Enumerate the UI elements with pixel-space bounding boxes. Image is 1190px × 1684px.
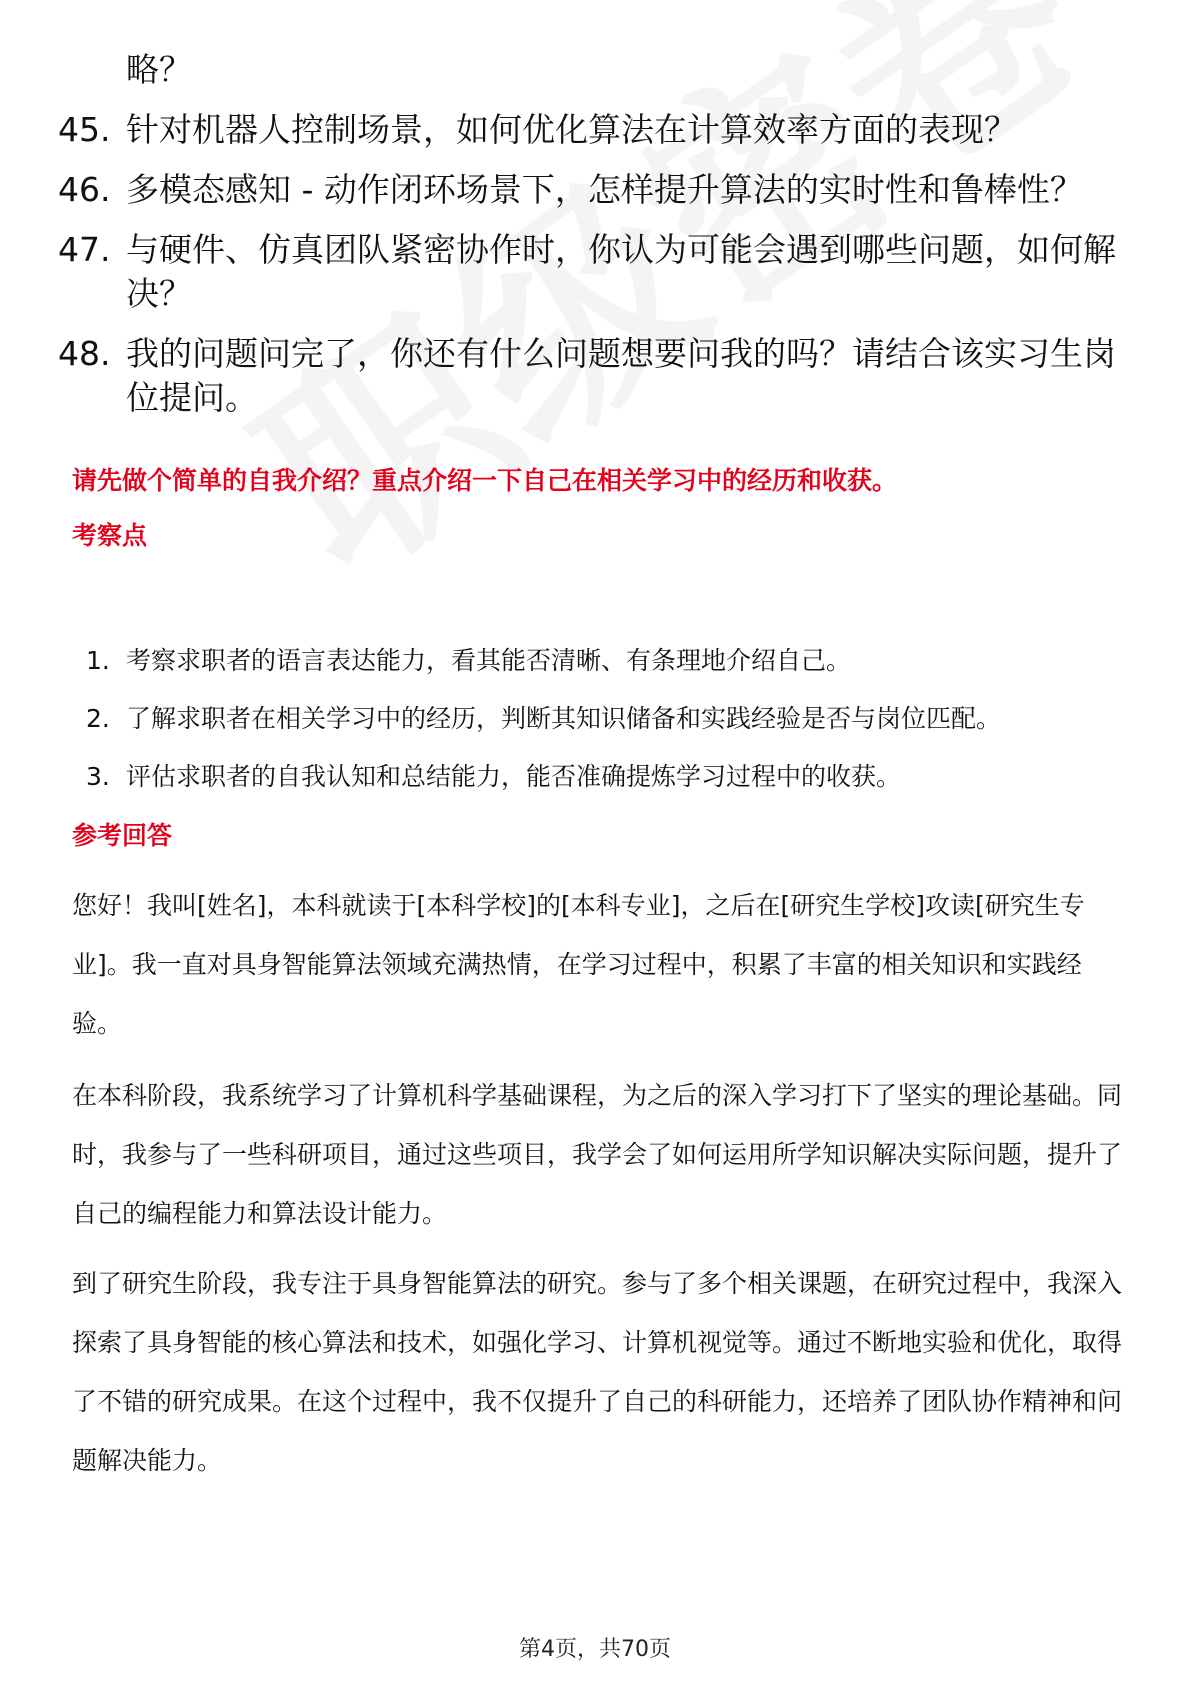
- examine-text: 评估求职者的自我认知和总结能力，能否准确提炼学习过程中的收获。: [126, 762, 902, 791]
- examine-number: 2.: [86, 704, 110, 733]
- examine-text: 了解求职者在相关学习中的经历，判断其知识储备和实践经验是否与岗位匹配。: [126, 704, 1002, 733]
- question-item: [58, 168, 1138, 212]
- question-number: 45.: [58, 110, 111, 149]
- question-number: 48.: [58, 334, 111, 373]
- question-continued: 略？: [126, 50, 192, 89]
- answer-paragraph: 到了研究生阶段，我专注于具身智能算法的研究。参与了多个相关课题，在研究过程中，我深入探索了具身智能的核心算法和技术，如强化学习、计算机视觉等。通过不断地实验和优化，取得了不错的研究成果。在这个过程中，我不仅提升了自己的科研能力，还培养了团队协作精神和问题解决能力。: [72, 1269, 1123, 1475]
- examine-number: 3.: [86, 762, 110, 791]
- main-question: 请先做个简单的自我介绍？重点介绍一下自己在相关学习中的经历和收获。: [72, 466, 898, 495]
- question-text: 多模态感知 - 动作闭环场景下，怎样提升算法的实时性和鲁棒性？: [126, 170, 1083, 209]
- question-item: [58, 228, 1138, 316]
- answer-paragraph: 在本科阶段，我系统学习了计算机科学基础课程，为之后的深入学习打下了坚实的理论基础。同时，我参与了一些科研项目，通过这些项目，我学会了如何运用所学知识解决实际问题，提升了自己的编程能力和算法设计能力。: [72, 1081, 1123, 1228]
- question-item: [58, 108, 1138, 152]
- examine-item: [86, 690, 1126, 748]
- answer-title: 参考回答: [72, 821, 173, 850]
- question-text: 针对机器人控制场景，如何优化算法在计算效率方面的表现？: [126, 110, 1017, 149]
- question-item: [58, 332, 1138, 420]
- examine-text: 考察求职者的语言表达能力，看其能否清晰、有条理地介绍自己。: [126, 646, 852, 675]
- question-number: 47.: [58, 230, 111, 269]
- question-list: [58, 48, 1138, 436]
- question-number: 46.: [58, 170, 111, 209]
- examine-title: 考察点: [72, 521, 148, 550]
- question-text: 与硬件、仿真团队紧密协作时，你认为可能会遇到哪些问题，如何解决？: [126, 230, 1116, 313]
- examine-item: [86, 748, 1126, 806]
- answer-paragraph: 您好！我叫[姓名]，本科就读于[本科学校]的[本科专业]，之后在[研究生学校]攻读[研究生专业]。我一直对具身智能算法领域充满热情，在学习过程中，积累了丰富的相关知识和实践经验。: [72, 891, 1085, 1038]
- question-text: 我的问题问完了，你还有什么问题想要问我的吗？请结合该实习生岗位提问。: [126, 334, 1116, 417]
- examine-list: [86, 632, 1126, 806]
- page-footer: 第4页，共70页: [519, 1637, 671, 1662]
- examine-item: [86, 632, 1126, 690]
- examine-number: 1.: [86, 646, 110, 675]
